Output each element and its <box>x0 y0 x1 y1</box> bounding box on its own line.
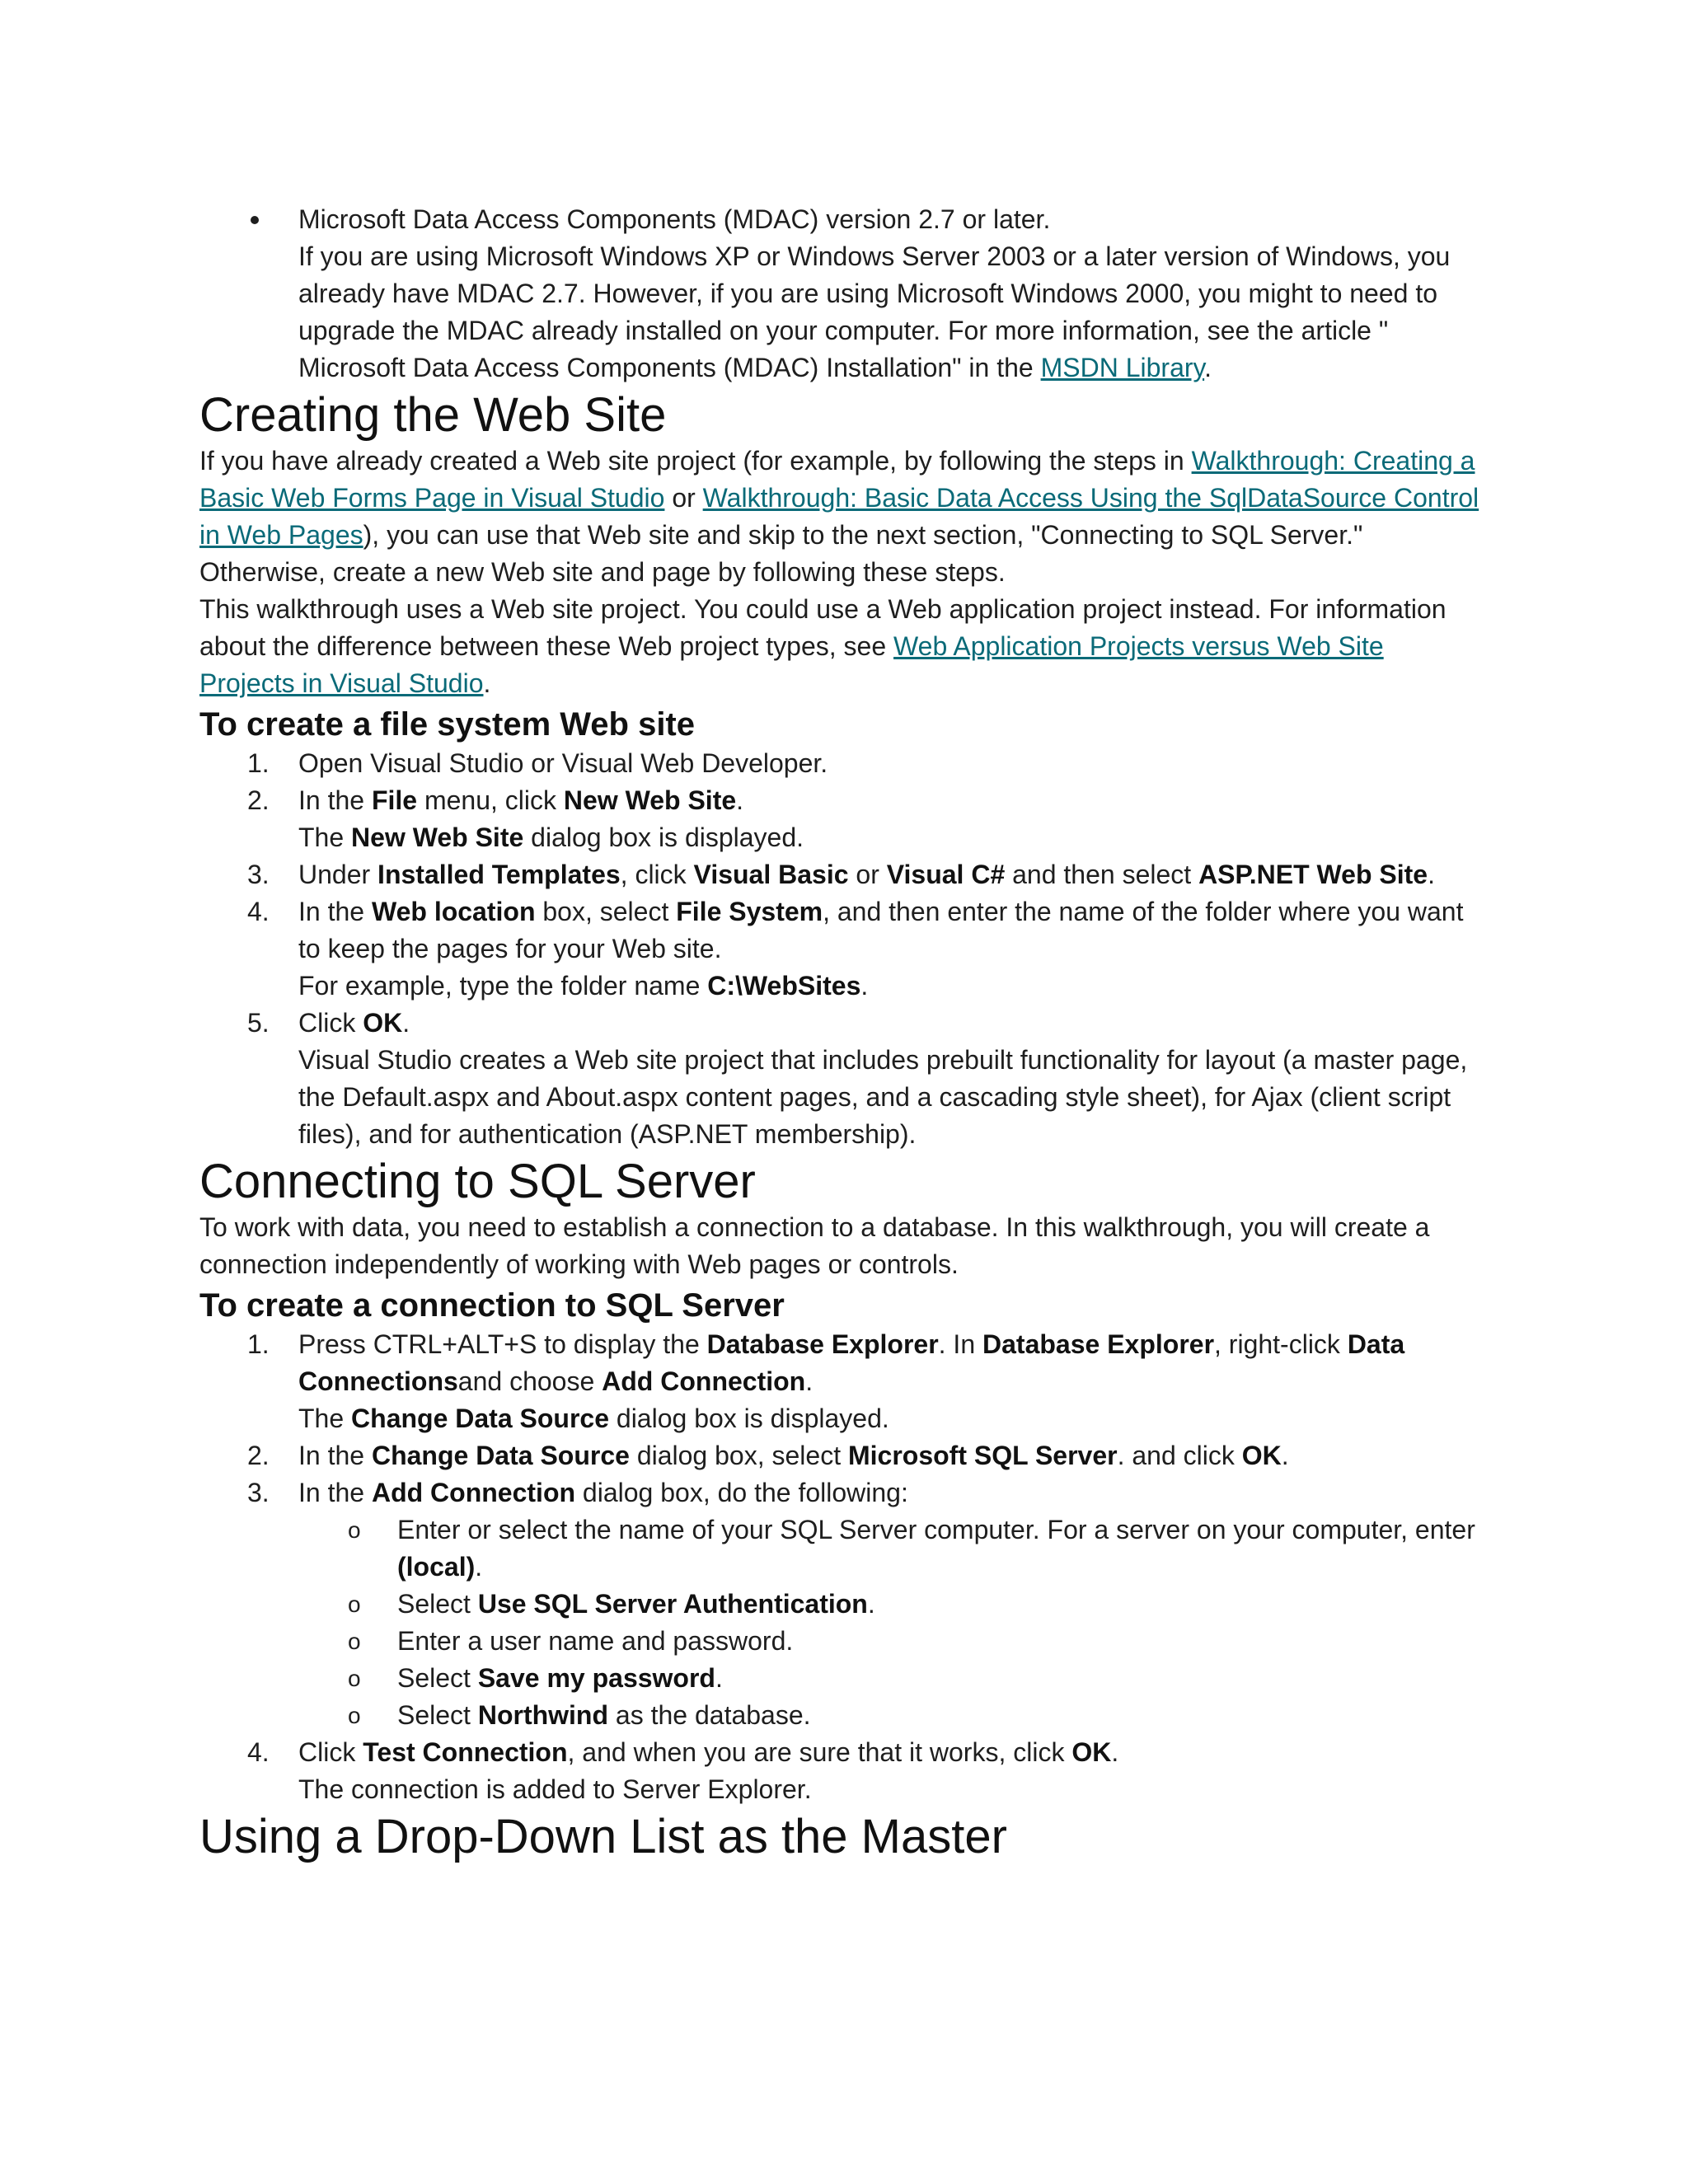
step-text: . <box>860 971 869 1001</box>
list-number: 2. <box>247 785 270 815</box>
connecting-paragraph: To work with data, you need to establish a connection to a database. In this walkthrough, you will create a connection independently of working with Web pages or controls. <box>199 1212 1430 1279</box>
list-number: 3. <box>247 860 270 889</box>
step-bold: OK <box>1071 1737 1112 1767</box>
list-item <box>199 1474 1485 1511</box>
step-note <box>298 1400 1485 1437</box>
step-text: . <box>736 785 744 815</box>
list-number: 3. <box>247 1478 270 1507</box>
step-bold: Change Data Source <box>371 1441 630 1470</box>
step-text: In the <box>298 1441 372 1470</box>
bullet-icon <box>251 216 259 224</box>
step-text: Under <box>298 860 378 889</box>
step-line <box>298 856 1485 893</box>
heading-creating-web-site: Creating the Web Site <box>199 388 667 442</box>
step-text: The <box>298 823 352 852</box>
sub-list-item <box>199 1511 1485 1586</box>
list-item <box>199 893 1485 1005</box>
step-text: Select <box>397 1663 478 1693</box>
step-text: and then select <box>1005 860 1199 889</box>
step-text: In the <box>298 897 372 926</box>
step-bold: Test Connection <box>363 1737 568 1767</box>
step-text: Select <box>397 1700 478 1730</box>
step-line <box>298 1005 1485 1042</box>
document-page <box>199 201 1485 1864</box>
list-item <box>199 1437 1485 1474</box>
step-bold: New Web Site <box>563 785 737 815</box>
list-item <box>199 1326 1485 1437</box>
step-text: In the <box>298 1478 372 1507</box>
step-bold: Visual Basic <box>693 860 849 889</box>
step-text: Click <box>298 1008 363 1038</box>
step-text: Select <box>397 1589 478 1619</box>
subheading-create-connection: To create a connection to SQL Server <box>199 1287 785 1324</box>
step-text: , and when you are sure that it works, click <box>567 1737 1072 1767</box>
list-item <box>199 1734 1485 1808</box>
step-text: Enter or select the name of your SQL Server computer. For a server on your computer, enter <box>397 1515 1475 1544</box>
list-number: 4. <box>247 1737 270 1767</box>
creating-paragraph-2 <box>199 591 1485 702</box>
step-bold: OK <box>363 1008 403 1038</box>
step-text: . <box>1111 1737 1119 1767</box>
step-line <box>298 1474 1485 1511</box>
step-text: For example, type the folder name <box>298 971 708 1001</box>
step-bold: Database Explorer <box>706 1329 939 1359</box>
step-text: dialog box, do the following: <box>575 1478 908 1507</box>
heading-connecting-sql-server: Connecting to SQL Server <box>199 1155 756 1208</box>
step-bold: Use SQL Server Authentication <box>477 1589 868 1619</box>
mdac-bullet-item <box>199 201 1485 387</box>
sub-bullet-marker: o <box>348 1703 361 1728</box>
sub-bullet-marker: o <box>348 1666 361 1691</box>
mdac-note-end: . <box>1204 353 1212 382</box>
list-item <box>199 1005 1485 1153</box>
step-bold: Add Connection <box>371 1478 576 1507</box>
step-bold: Save my password <box>477 1663 715 1693</box>
step-line <box>298 893 1485 968</box>
step-text: box, select <box>535 897 677 926</box>
step-bold: File System <box>676 897 823 926</box>
sub-list-item <box>199 1586 1485 1623</box>
step-text: In the <box>298 785 372 815</box>
step-text: . and click <box>1117 1441 1242 1470</box>
step-line <box>298 1326 1485 1400</box>
step-bold: Microsoft SQL Server <box>847 1441 1118 1470</box>
creating-paragraph-1 <box>199 443 1485 591</box>
paragraph-text: If you have already created a Web site project (for example, by following the steps in <box>199 446 1192 476</box>
mdac-requirement: Microsoft Data Access Components (MDAC) version 2.7 or later. <box>298 204 1051 234</box>
list-number: 1. <box>247 1329 270 1359</box>
step-line <box>298 1437 1485 1474</box>
step-bold: Visual C# <box>886 860 1006 889</box>
step-note <box>298 968 1485 1005</box>
step-text: dialog box is displayed. <box>523 823 804 852</box>
step-text: , click <box>620 860 694 889</box>
step-bold: New Web Site <box>351 823 524 852</box>
step-text: Open Visual Studio or Visual Web Developer. <box>298 748 828 778</box>
step-text: . In <box>938 1329 982 1359</box>
step-line <box>298 1734 1485 1771</box>
walkthrough-web-forms-link[interactable]: Walkthrough: Creating a Basic Web Forms Page in Visual Studio <box>199 446 1475 513</box>
list-item <box>199 745 1485 782</box>
paragraph-text: . <box>483 668 491 698</box>
step-text: Press CTRL+ALT+S to display the <box>298 1329 707 1359</box>
sub-list-item <box>199 1660 1485 1697</box>
step-bold: Northwind <box>477 1700 609 1730</box>
step-text: as the database. <box>608 1700 811 1730</box>
list-item <box>199 856 1485 893</box>
step-text: dialog box, select <box>629 1441 848 1470</box>
step-bold: (local) <box>397 1552 476 1582</box>
step-bold: Change Data Source <box>351 1404 609 1433</box>
sub-list-item <box>199 1623 1485 1660</box>
step-text: , right-click <box>1214 1329 1348 1359</box>
paragraph-text: ), you can use that Web site and skip to the next section, "Connecting to SQL Server." Otherwise, create a new Web site and page by following these steps. <box>199 520 1363 587</box>
step-text: . <box>402 1008 410 1038</box>
sub-bullet-marker: o <box>348 1629 361 1654</box>
step-text: The <box>298 1404 352 1433</box>
paragraph-text: This walkthrough uses a Web site project. You could use a Web application project instead. For information about the difference between these Web project types, see <box>199 594 1447 661</box>
step-bold: ASP.NET Web Site <box>1198 860 1428 889</box>
mdac-note-text: If you are using Microsoft Windows XP or Windows Server 2003 or a later version of Windows, you already have MDAC 2.7. However, if you are using Microsoft Windows 2000, you might to need to upgrade the MDAC already installed on your computer. For more information, see the article " Microsoft Data Access Components (MDAC) Installation" in the <box>298 241 1451 382</box>
sub-bullet-marker: o <box>348 1591 361 1617</box>
step-bold: OK <box>1241 1441 1282 1470</box>
step-text: dialog box is displayed. <box>609 1404 889 1433</box>
step-text: Enter a user name and password. <box>397 1626 794 1656</box>
sub-list-item <box>199 1697 1485 1734</box>
heading-drop-down-master: Using a Drop-Down List as the Master <box>199 1810 1007 1863</box>
list-number: 1. <box>247 748 270 778</box>
paragraph-text: or <box>664 483 703 513</box>
step-text: menu, click <box>417 785 564 815</box>
step-bold: Web location <box>371 897 536 926</box>
walkthrough-data-access-link[interactable]: Walkthrough: Basic Data Access Using the SqlDataSource Control in Web Pages <box>199 483 1479 550</box>
step-text: . <box>715 1663 723 1693</box>
step-text: and choose <box>457 1366 603 1396</box>
step-bold: Database Explorer <box>982 1329 1215 1359</box>
step-text: . <box>805 1366 814 1396</box>
list-item <box>199 782 1485 856</box>
step-text: . <box>1281 1441 1289 1470</box>
msdn-library-link[interactable]: MSDN Library <box>1040 353 1205 382</box>
step-text: . <box>475 1552 483 1582</box>
list-number: 5. <box>247 1008 270 1038</box>
step-note <box>298 819 1485 856</box>
step-note: Visual Studio creates a Web site project that includes prebuilt functionality for layout (a master page, the Default.aspx and About.aspx content pages, and a cascading style sheet), for Ajax (client script files), and for authentication (ASP.NET membership). <box>298 1045 1468 1149</box>
step-bold: File <box>371 785 418 815</box>
step-note: The connection is added to Server Explorer. <box>298 1774 812 1804</box>
mdac-note <box>298 238 1485 387</box>
step-text: . <box>867 1589 875 1619</box>
step-text: or <box>848 860 887 889</box>
step-bold: Installed Templates <box>377 860 621 889</box>
step-bold: C:\WebSites <box>707 971 861 1001</box>
step-text: , and then enter the name of the folder where you want to keep the pages for your Web site. <box>298 897 1464 963</box>
list-number: 2. <box>247 1441 270 1470</box>
list-number: 4. <box>247 897 270 926</box>
step-bold: Data Connections <box>298 1329 1405 1396</box>
step-bold: Add Connection <box>602 1366 806 1396</box>
subheading-file-system-web-site: To create a file system Web site <box>199 706 695 743</box>
step-line <box>298 782 1485 819</box>
web-application-projects-link[interactable]: Web Application Projects versus Web Site Projects in Visual Studio <box>199 631 1384 698</box>
sub-bullet-marker: o <box>348 1517 361 1543</box>
step-text: Click <box>298 1737 363 1767</box>
step-text: . <box>1428 860 1435 889</box>
